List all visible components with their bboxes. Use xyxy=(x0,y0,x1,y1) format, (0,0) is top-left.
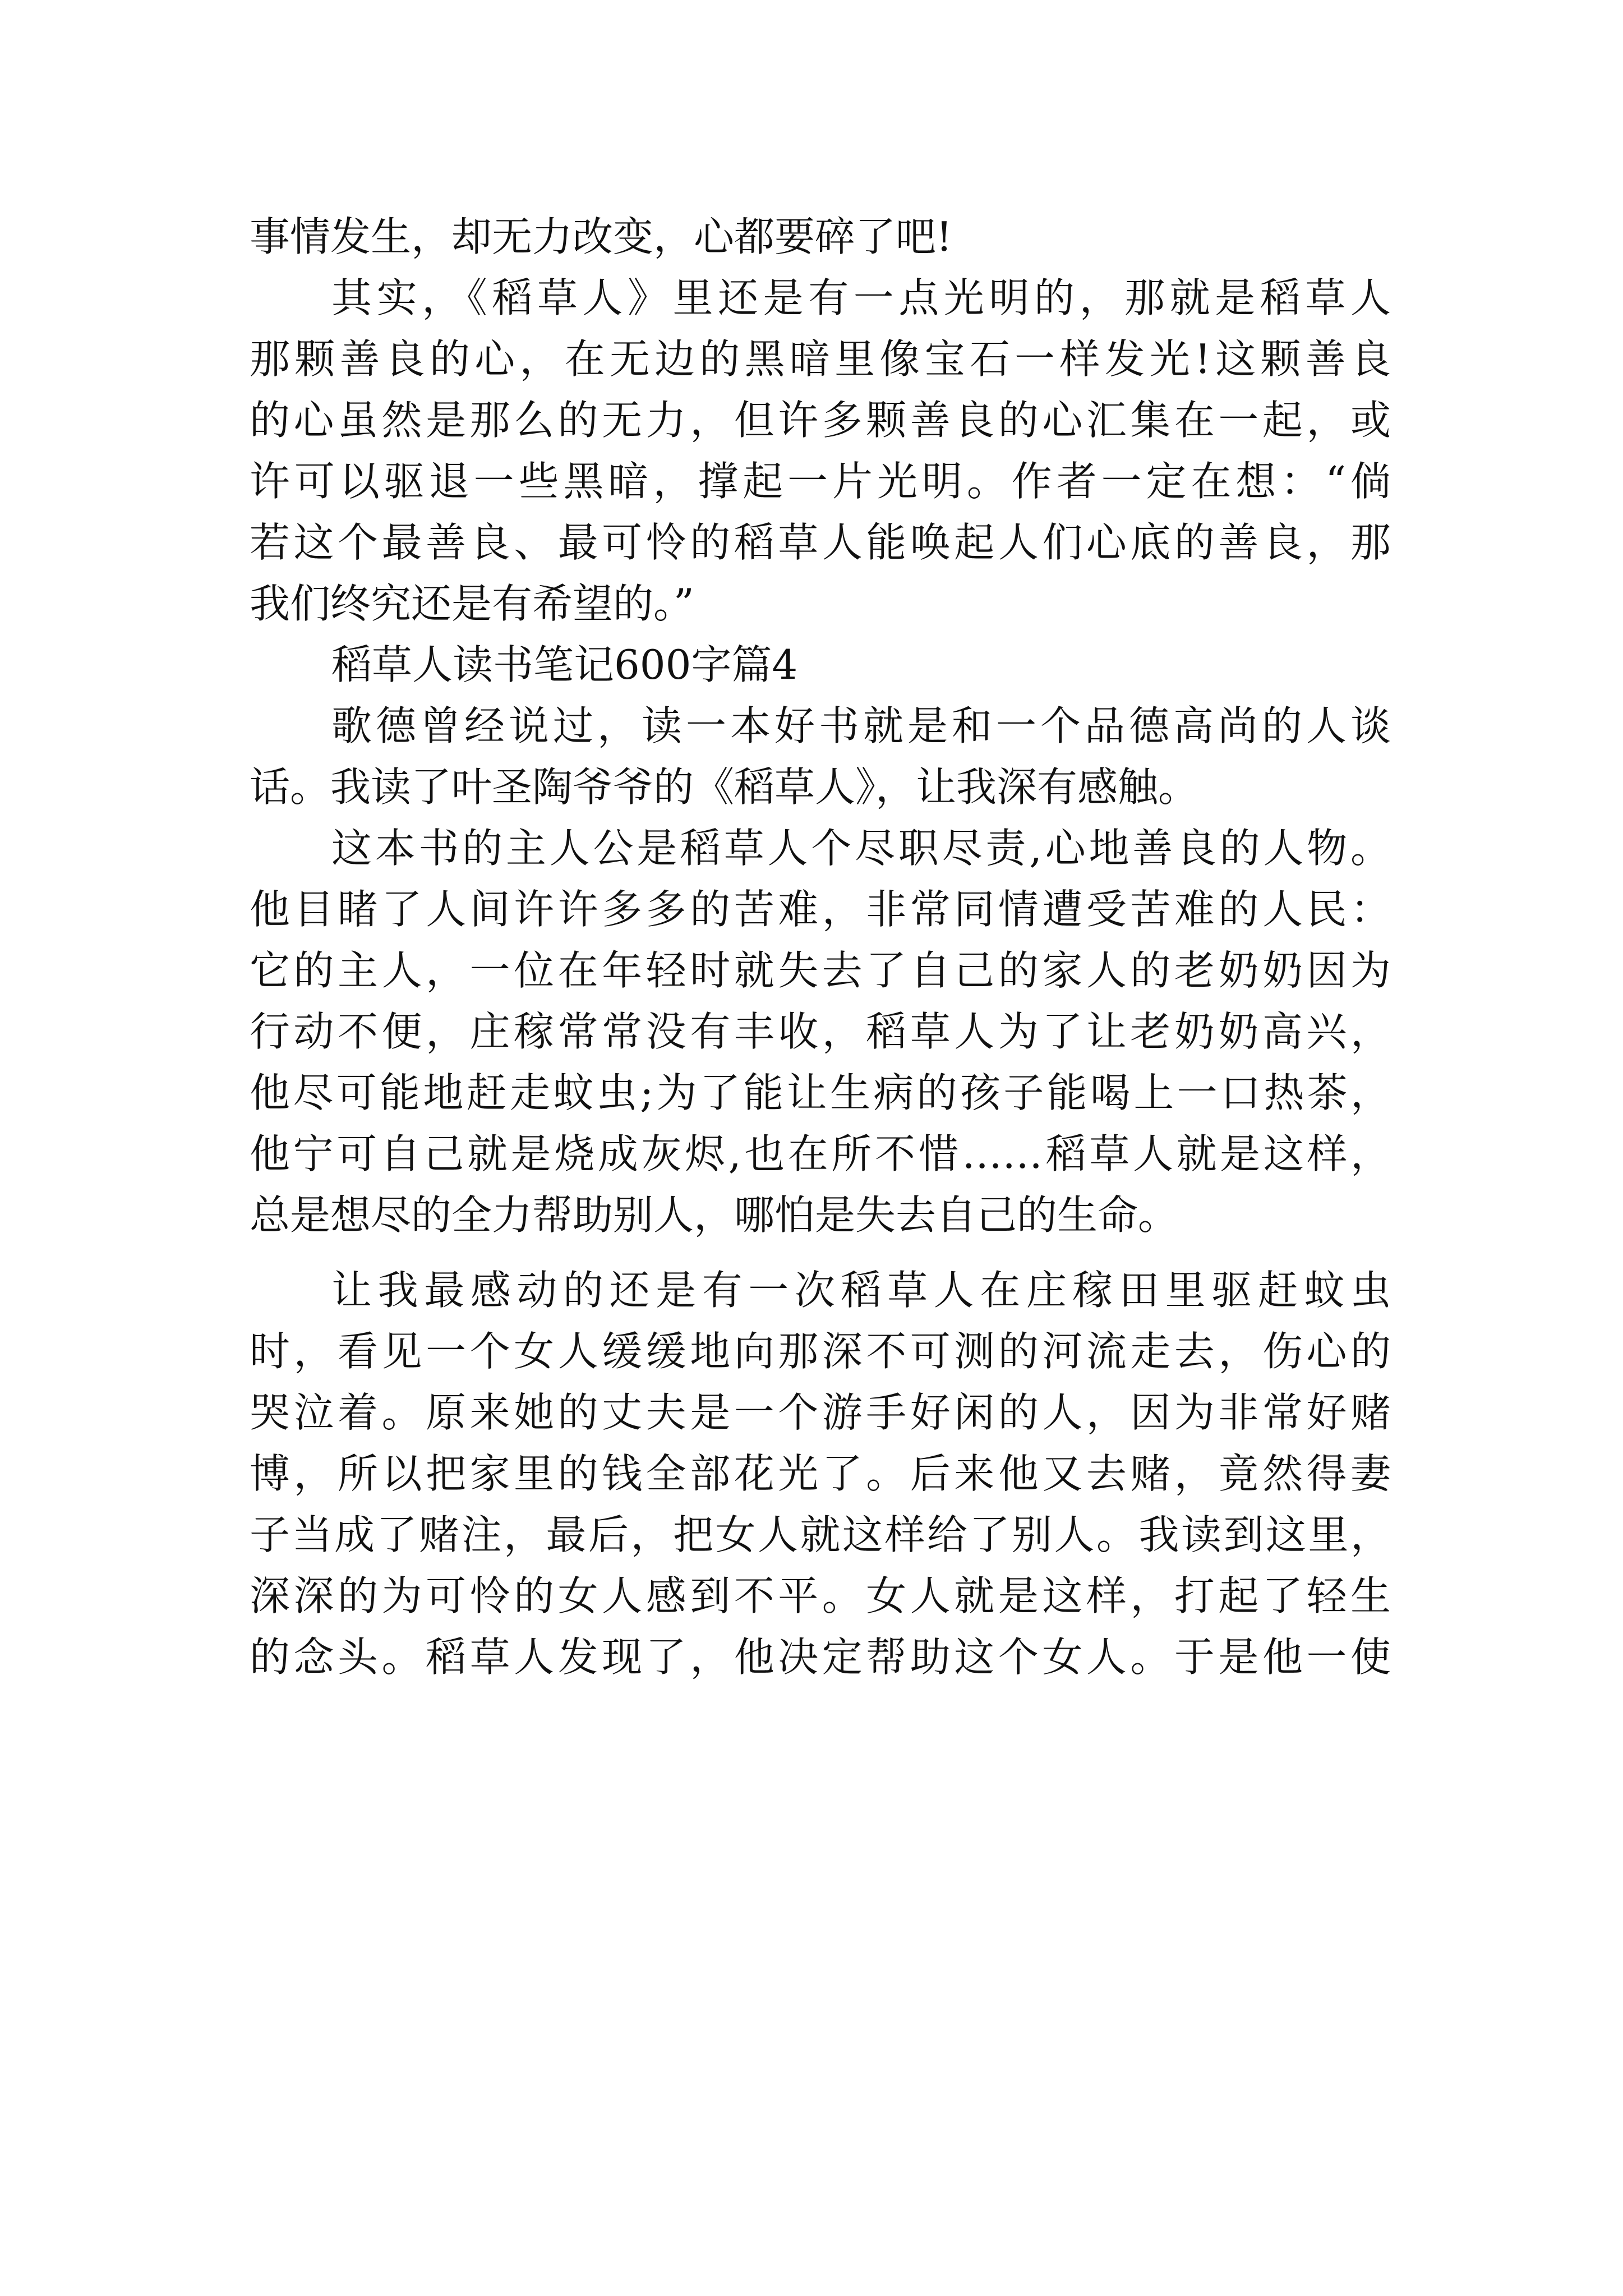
text-line: 他目睹了人间许许多多的苦难，非常同情遭受苦难的人民： xyxy=(250,886,1391,933)
text-line: 行动不便，庄稼常常没有丰收，稻草人为了让老奶奶高兴， xyxy=(250,1008,1391,1055)
section-heading: 稻草人读书笔记600字篇4 xyxy=(331,641,798,688)
paragraph-start-line: 这本书的主人公是稻草人个尽职尽责,心地善良的人物。 xyxy=(331,825,1391,872)
text-line: 博，所以把家里的钱全部花光了。后来他又去赌，竟然得妻 xyxy=(250,1450,1391,1497)
paragraph-start-line: 其实，《稻草人》里还是有一点光明的，那就是稻草人 xyxy=(331,274,1391,321)
text-line: 他尽可能地赶走蚊虫;为了能让生病的孩子能喝上一口热茶， xyxy=(250,1069,1391,1116)
text-line: 深深的为可怜的女人感到不平。女人就是这样，打起了轻生 xyxy=(250,1572,1391,1619)
text-line: 总是想尽的全力帮助别人，哪怕是失去自己的生命。 xyxy=(250,1191,1179,1239)
text-line: 他宁可自己就是烧成灰烬,也在所不惜……稻草人就是这样， xyxy=(250,1130,1391,1177)
text-line: 我们终究还是有希望的。” xyxy=(250,580,694,627)
text-line: 它的主人，一位在年轻时就失去了自己的家人的老奶奶因为 xyxy=(250,947,1391,994)
text-line: 若这个最善良、最可怜的稻草人能唤起人们心底的善良，那 xyxy=(250,519,1391,566)
text-line: 的念头。稻草人发现了，他决定帮助这个女人。于是他一使 xyxy=(250,1634,1391,1681)
text-line: 话。我读了叶圣陶爷爷的《稻草人》，让我深有感触。 xyxy=(250,763,1199,811)
text-line: 事情发生，却无力改变，心都要碎了吧! xyxy=(250,213,952,260)
text-line: 哭泣着。原来她的丈夫是一个游手好闲的人，因为非常好赌 xyxy=(250,1389,1391,1436)
document-body xyxy=(250,206,1391,1688)
text-line: 那颗善良的心，在无边的黑暗里像宝石一样发光!这颗善良 xyxy=(250,335,1391,383)
paragraph-start-line: 歌德曾经说过，读一本好书就是和一个品德高尚的人谈 xyxy=(331,702,1391,749)
paragraph-start-line: 让我最感动的还是有一次稻草人在庄稼田里驱赶蚊虫 xyxy=(331,1267,1391,1314)
text-line: 许可以驱退一些黑暗，撑起一片光明。作者一定在想：“倘 xyxy=(250,458,1391,505)
text-line: 时，看见一个女人缓缓地向那深不可测的河流走去，伤心的 xyxy=(250,1328,1391,1375)
text-line: 的心虽然是那么的无力，但许多颗善良的心汇集在一起，或 xyxy=(250,397,1391,444)
text-line: 子当成了赌注，最后，把女人就这样给了别人。我读到这里， xyxy=(250,1511,1391,1558)
